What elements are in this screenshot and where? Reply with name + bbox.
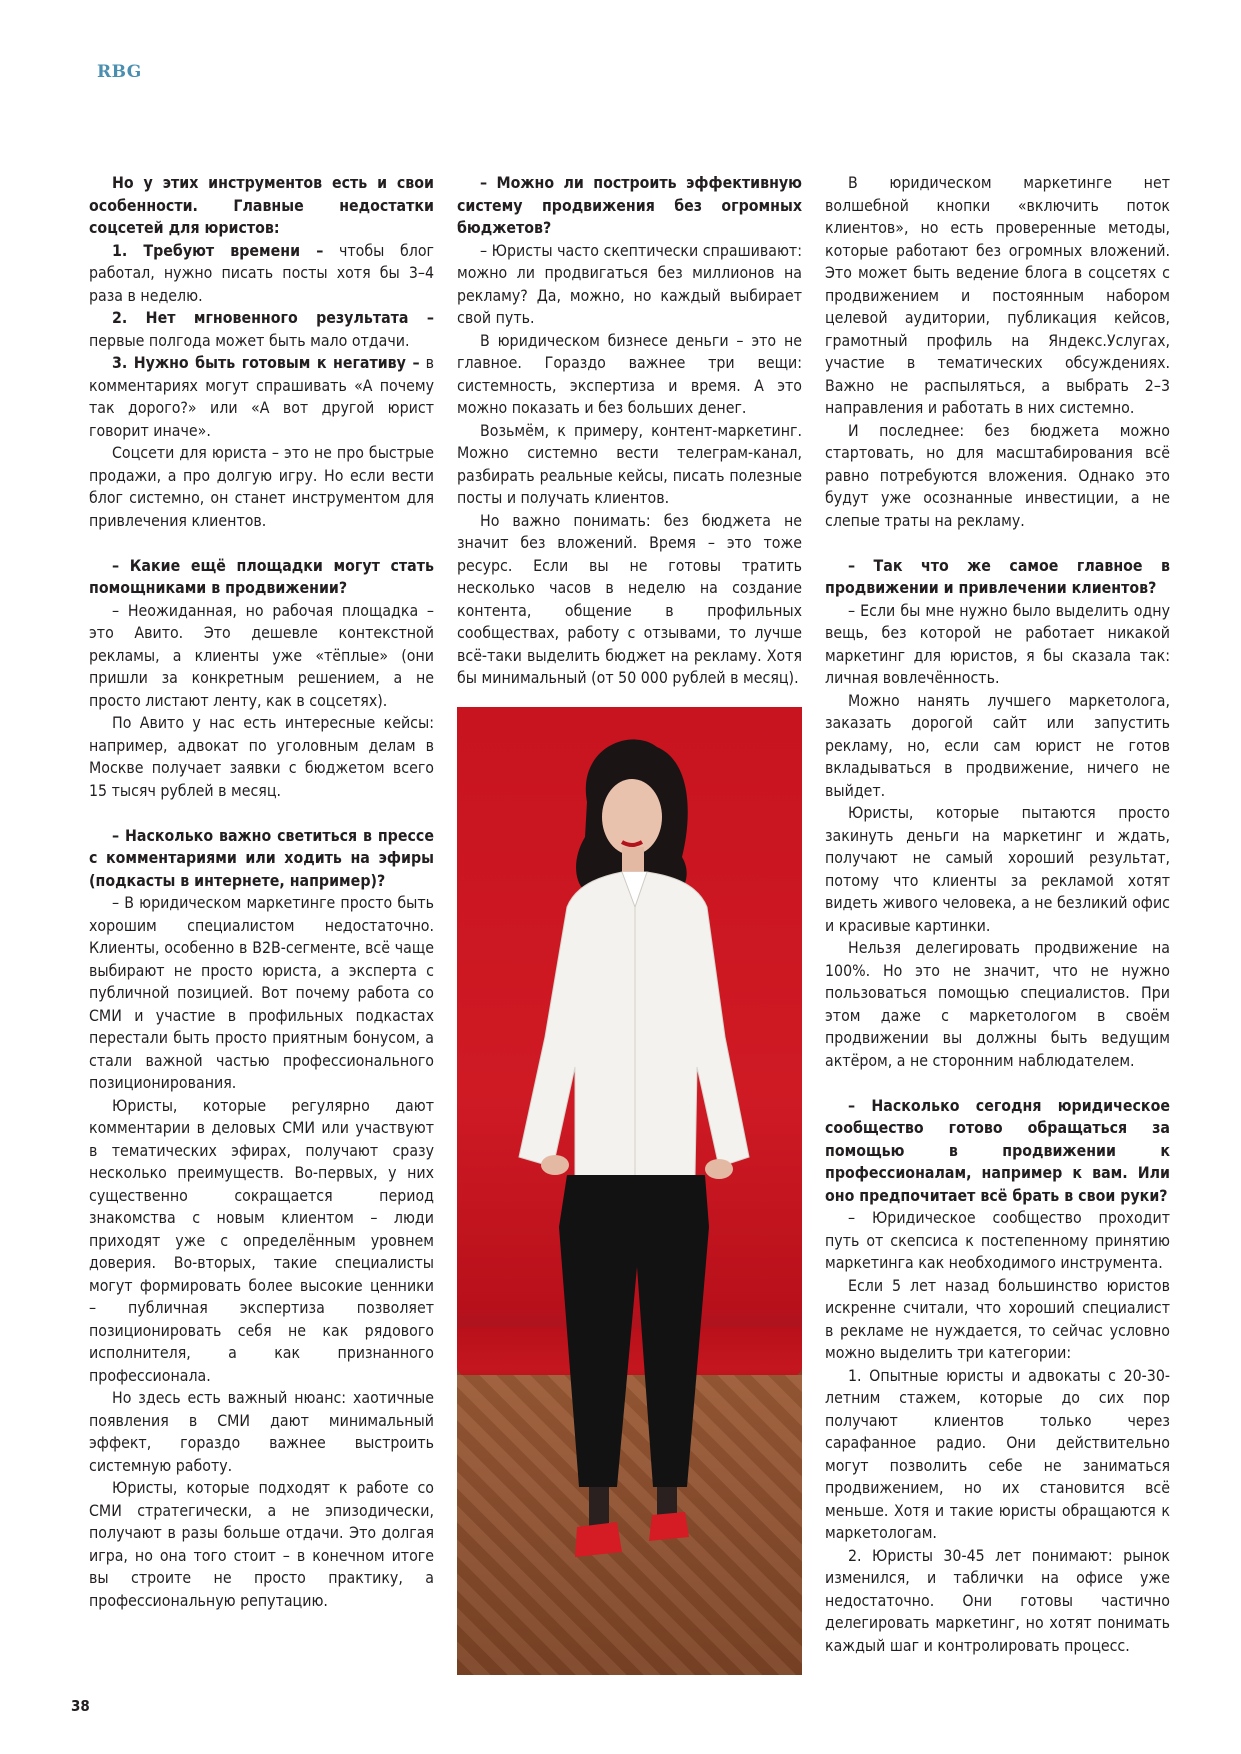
paragraph: Нельзя делегировать продвижение на 100%. Но это не значит, что не нужно пользоваться помощью специалистов. При этом даже с маркетологом в своём продвижении вы должны быть ведущим актёром, а не сторонним наблюдателем. — [825, 938, 1170, 1070]
white-blouse — [519, 872, 749, 1177]
paragraph: И последнее: без бюджета можно стартовать, но для масштабирования всё равно потребуются вложения. Однако это будут уже осознанные инвестиции, а не слепые траты на рекламу. — [825, 420, 1170, 530]
list-item: 3. Нужно быть готовым к негативу – в комментариях могут спрашивать «А почему так дорого?» или «А вот другой юрист говорит иначе». — [89, 353, 434, 440]
paragraph: В юридическом бизнесе деньги – это не главное. Гораздо важнее три вещи: системность, экспертиза и время. А это можно показать и без больших денег. — [457, 330, 802, 417]
article-column-3 — [825, 172, 1170, 1657]
paragraph: Но здесь есть важный нюанс: хаотичные появления в СМИ дают минимальный эффект, гораздо важнее выстроить системную работу. — [89, 1388, 434, 1475]
paragraph: – Юридическое сообщество проходит путь от скепсиса к постепенному принятию маркетинга как необходимого инструмента. — [825, 1208, 1170, 1272]
interview-question: – Так что же самое главное в продвижении и привлечении клиентов? — [825, 555, 1170, 597]
paragraph: – Юристы часто скептически спрашивают: можно ли продвигаться без миллионов на рекламу? Да, можно, но каждый выбирает свой путь. — [457, 240, 802, 327]
paragraph: Но важно понимать: без бюджета не значит без вложений. Время – это тоже ресурс. Если вы не готовы тратить несколько часов в неделю на создание контента, общение в профильных сообществах, работу с отзывами, то лучше всё-таки выделить бюджет на рекламу. Хотя бы минимальный (от 50 000 рублей в месяц). — [457, 510, 802, 687]
paragraph: – В юридическом маркетинге просто быть хорошим специалистом недостаточно. Клиенты, особенно в B2B-сегменте, всё чаще выбирают не просто юриста, а эксперта с публичной позицией. Вот почему работа со СМИ и участие в профильных подкастах перестали быть просто приятным бонусом, а стали важной частью профессионального позиционирования. — [89, 893, 434, 1092]
article-column-1 — [89, 172, 434, 1612]
interview-question: – Насколько сегодня юридическое сообщество готово обращаться за помощью в продвижении к профессионалам, например к вам. Или оно предпочитает всё брать в свои руки? — [825, 1095, 1170, 1205]
black-trousers — [559, 1175, 709, 1487]
right-red-shoe — [649, 1512, 689, 1541]
left-ankle — [589, 1487, 609, 1527]
page-number: 38 — [71, 1697, 90, 1715]
interview-question: – Можно ли построить эффективную систему продвижения без огромных бюджетов? — [457, 173, 802, 237]
right-hand — [705, 1159, 733, 1179]
paragraph: Юристы, которые подходят к работе со СМИ стратегически, а не эпизодически, получают в разы больше отдачи. Это долгая игра, но она того стоит – в конечном итоге вы строите не просто практику, а профессиональную репутацию. — [89, 1478, 434, 1610]
paragraph: Если 5 лет назад большинство юристов искренне считали, что хороший специалист в рекламе не нуждается, то сейчас условно можно выделить три категории: — [825, 1275, 1170, 1362]
left-red-shoe — [575, 1522, 622, 1557]
paragraph: В юридическом маркетинге нет волшебной кнопки «включить поток клиентов», но есть проверенные методы, которые работают без огромных вложений. Это может быть ведение блога в соцсетях с продвижением и постоянным набором целевой аудитории, публикация кейсов, грамотный профиль на Яндекс.Услугах, участие в тематических обсуждениях. Важно не распыляться, а выбрать 2–3 направления и работать в них системно. — [825, 173, 1170, 417]
paragraph: Возьмём, к примеру, контент-маркетинг. Можно системно вести телеграм-канал, разбирать реальные кейсы, писать полезные посты и получать клиентов. — [457, 420, 802, 507]
right-ankle — [657, 1487, 677, 1517]
paragraph: Но у этих инструментов есть и свои особенности. Главные недостатки соцсетей для юристов: — [89, 173, 434, 237]
magazine-logo: RBG — [97, 62, 142, 82]
paragraph: Юристы, которые пытаются просто закинуть деньги на маркетинг и ждать, получают не самый хороший результат, потому что клиенты за рекламой хотят видеть живого человека, а не безликий офис и красивые картинки. — [825, 803, 1170, 935]
portrait-photo — [457, 707, 802, 1675]
paragraph: Юристы, которые регулярно дают комментарии в деловых СМИ или участвуют в тематических эфирах, получают сразу несколько преимуществ. Во-первых, у них существенно сокращается период знакомства с новым клиентом – люди приходят уже с определённым уровнем доверия. Во-вторых, такие специалисты могут формировать более высокие ценники – публичная экспертиза позволяет позиционировать себя не как рядового исполнителя, а как признанного профессионала. — [89, 1095, 434, 1385]
paragraph: Соцсети для юриста – это не про быстрые продажи, а про долгую игру. Но если вести блог системно, он станет инструментом для привлечения клиентов. — [89, 443, 434, 530]
list-item: 2. Юристы 30-45 лет понимают: рынок изменился, и таблички на офисе уже недостаточно. Они готовы частично делегировать маркетинг, но хотят понимать каждый шаг и контролировать процесс. — [825, 1545, 1170, 1655]
paragraph: По Авито у нас есть интересные кейсы: например, адвокат по уголовным делам в Москве получает заявки с бюджетом всего 15 тысяч рублей в месяц. — [89, 713, 434, 800]
paragraph: – Неожиданная, но рабочая площадка – это Авито. Это дешевле контекстной рекламы, а клиенты уже «тёплые» (они пришли за конкретным решением, а не просто листают ленту, как в соцсетях). — [89, 600, 434, 710]
left-hand — [541, 1155, 569, 1175]
paragraph: Можно нанять лучшего маркетолога, заказать дорогой сайт или запустить рекламу, но, если сам юрист не готов вкладываться в продвижение, ничего не выйдет. — [825, 690, 1170, 800]
paragraph: – Если бы мне нужно было выделить одну вещь, без которой не работает никакой маркетинг для юристов, я бы сказала так: личная вовлечённость. — [825, 600, 1170, 687]
list-item: 1. Требуют времени – чтобы блог работал, нужно писать посты хотя бы 3–4 раза в неделю. — [89, 240, 434, 305]
article-column-2 — [457, 172, 802, 690]
woman-figure — [457, 707, 802, 1675]
interview-question: – Насколько важно светиться в прессе с комментариями или ходить на эфиры (подкасты в интернете, например)? — [89, 825, 434, 890]
list-item: 1. Опытные юристы и адвокаты с 20-30-летним стажем, которые до сих пор получают клиентов только через сарафанное радио. Они действительно могут позволить себе не заниматься продвижением, но их становится всё меньше. Хотя и такие юристы обращаются к маркетологам. — [825, 1365, 1170, 1542]
list-item: 2. Нет мгновенного результата – первые полгода может быть мало отдачи. — [89, 308, 434, 350]
interview-question: – Какие ещё площадки могут стать помощниками в продвижении? — [89, 555, 434, 597]
